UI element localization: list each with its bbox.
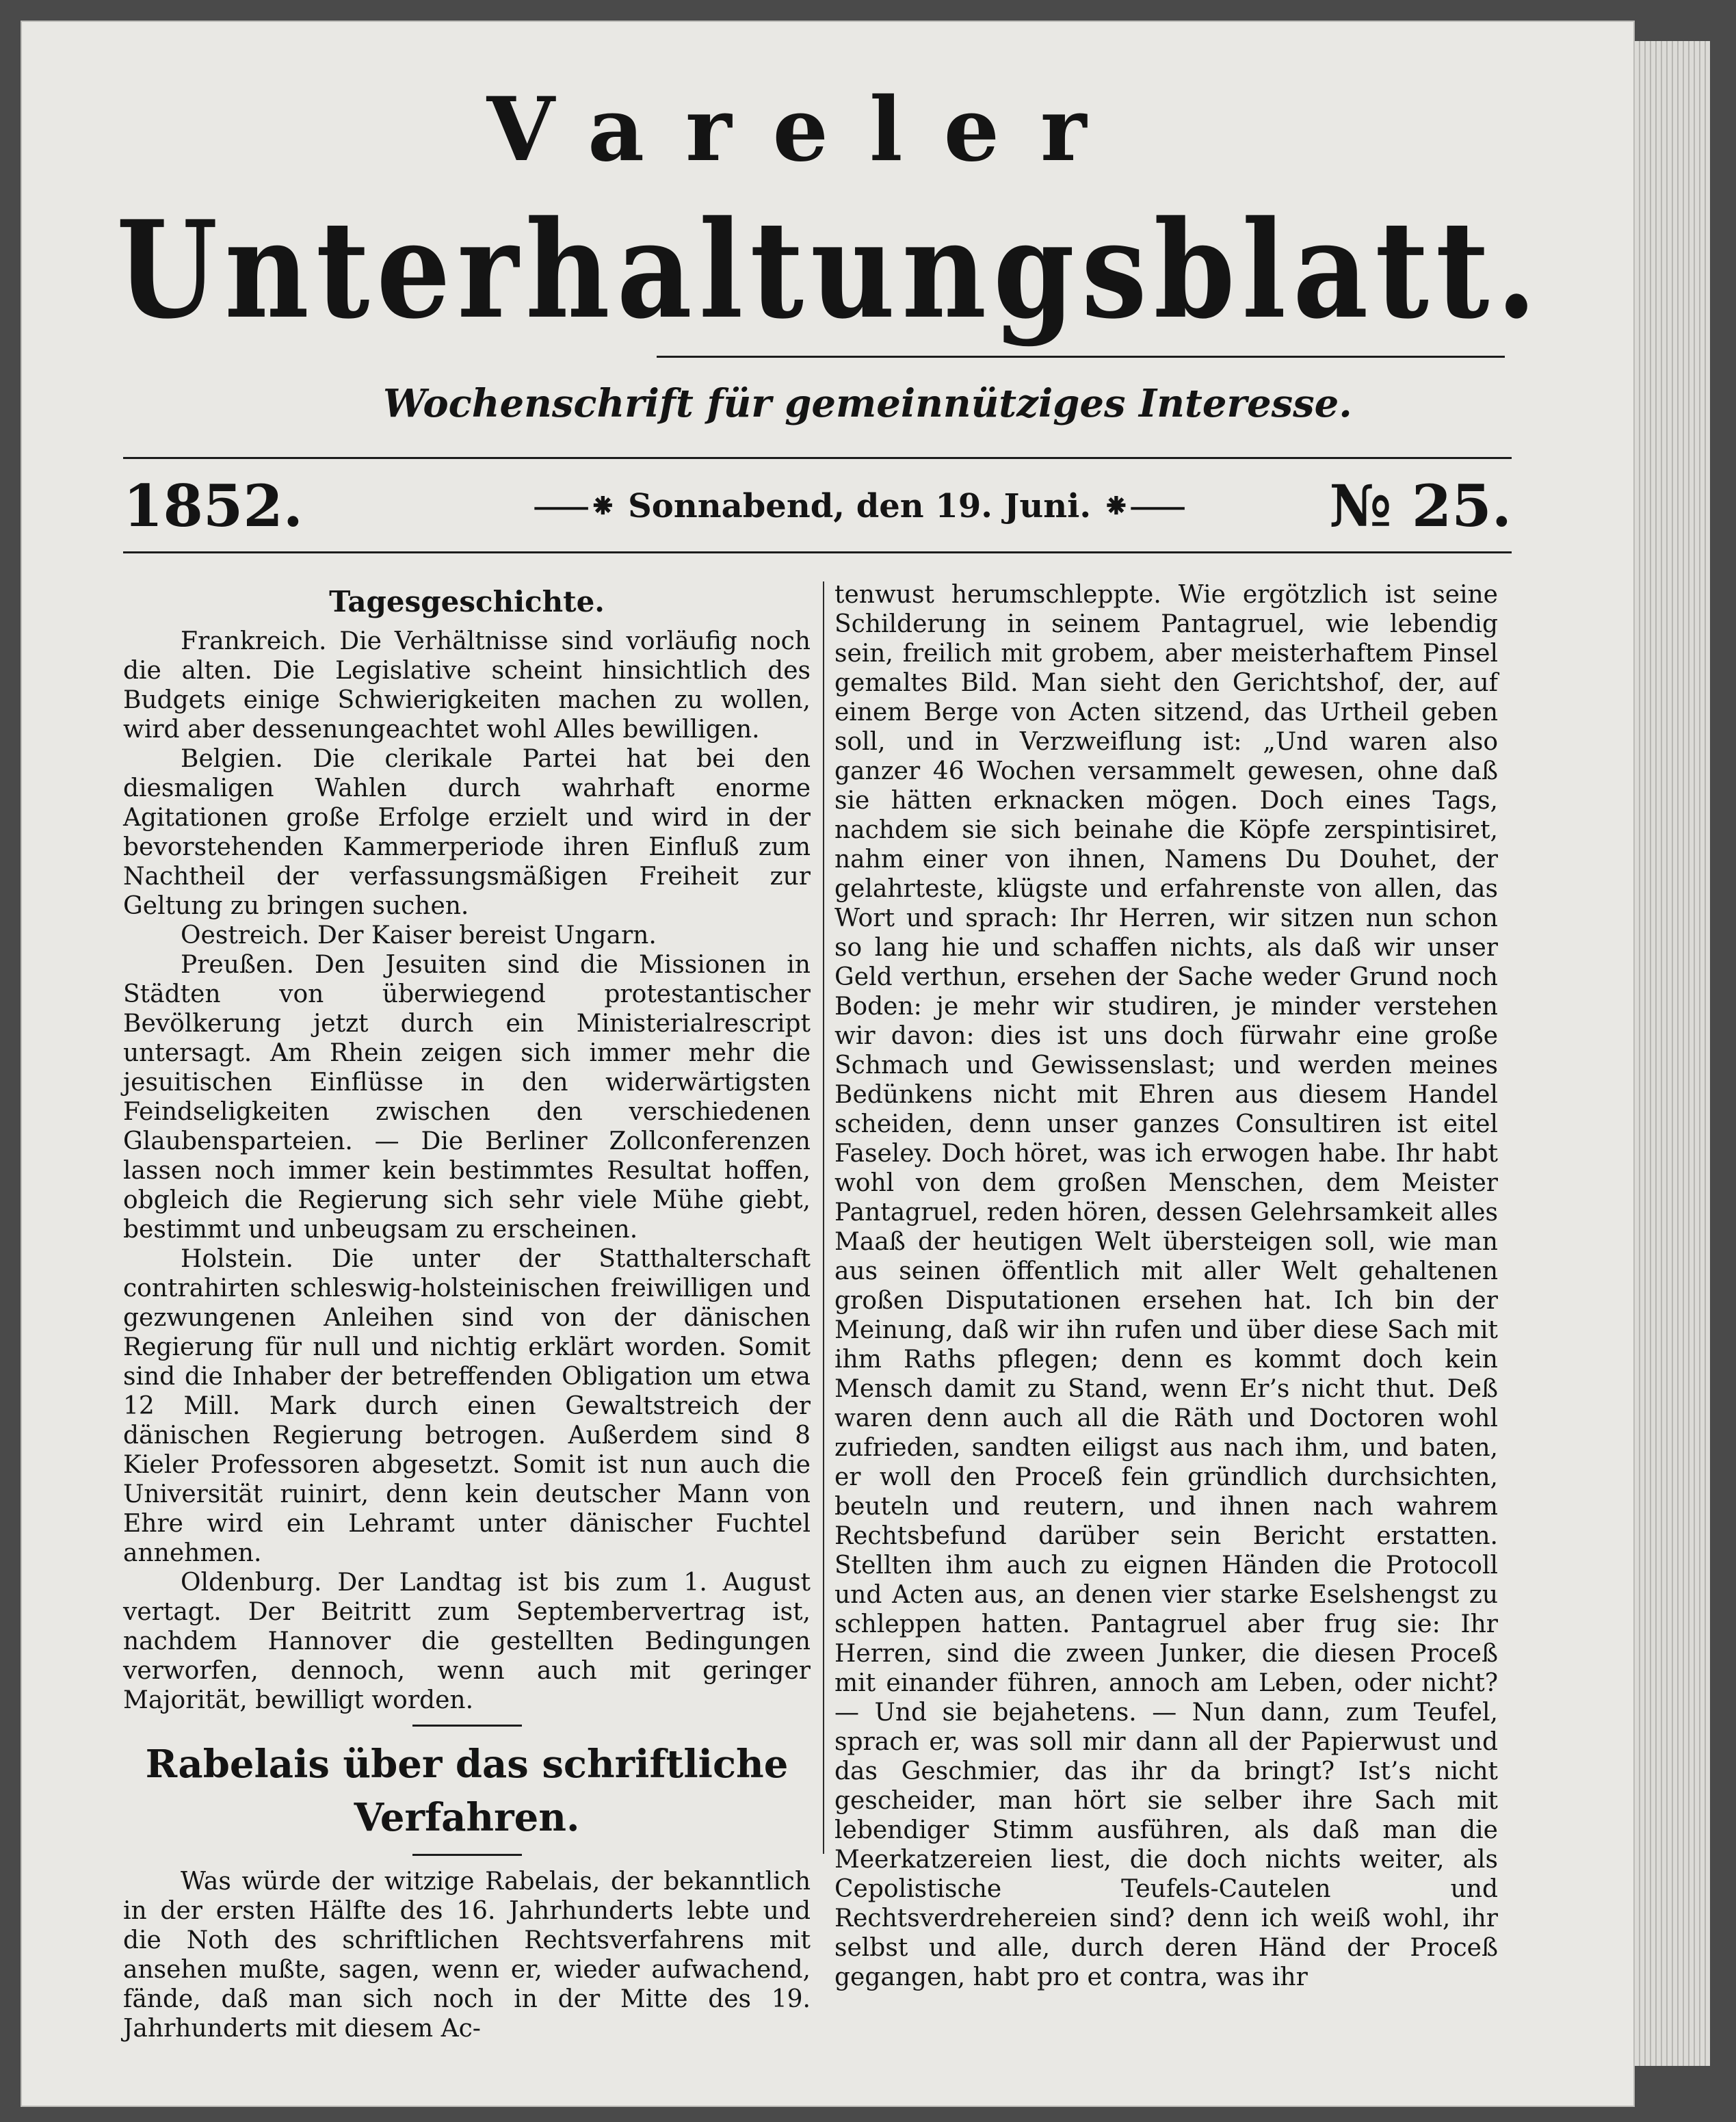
masthead-subtitle: Wochenschrift für gemeinnütziges Interesse. [383,381,1352,426]
left-column [123,581,811,2043]
masthead-top: Vareler [486,79,1128,181]
dateline-top-rule [123,457,1512,459]
masthead-title: Unterhaltungsblatt. [116,192,1544,349]
article-continuation: tenwust herumschleppte. Wie ergötzlich ist seine Schilderung in seinem Pantagruel, wie lebendig sein, freilich mit grobem, aber meisterhaftem Pinsel gemaltes Bild. Man sieht den Gerichtshof, der, auf einem Berge von Acten sitzend, das Urtheil geben soll, und in Verzweiflung ist: „Und waren also ganzer 46 Wochen versammelt gewesen, ohne daß sie hätten erknacken mögen. Doch eines Tags, nachdem sie sich beinahe die Köpfe zerspintisiret, nahm einer von ihnen, Namens Du Douhet, der gelahrteste, klügste und erfahrenste von allen, das Wort und sprach: Ihr Herren, wir sitzen nun schon so lang hie und schaffen nichts, als daß wir unser Geld verthun, ersehen der Sache weder Grund noch Boden: je mehr wir studiren, je minder verstehen wir davon: dies ist uns doch fürwahr eine große Schmach und Gewissenslast; und werden meines Bedünkens nicht mit Ehren aus diesem Handel scheiden, denn unser ganzes Consultiren ist eitel Faseley. Doch höret, was ich erwogen habe. Ihr habt wohl von dem großen Menschen, dem Meister Pantagruel, reden hören, dessen Gelehrsamkeit alles Maaß der heutigen Welt übersteigen soll, wie man aus seinen öffentlich mit aller Welt gehaltenen großen Disputationen ersehen hat. Ich bin der Meinung, daß wir ihn rufen und über diese Sach mit ihm Raths pflegen; denn es kommt doch kein Mensch damit zu Stand, wenn Er’s nicht thut. Deß waren denn auch all die Räth und Doctoren wohl zufrieden, sandten eiligst aus nach ihm, und baten, er woll den Proceß fein gründlich durchsichten, beuteln und reutern, und ihnen nach wahrem Rechtsbefund darüber sein Bericht erstatten. Stellten ihm auch zu eignen Händen die Protocoll und Acten aus, an denen vier starke Eselshengst zu schleppen hatten. Pantagruel aber frug sie: Ihr Herren, sind die zween Junker, die diesen Proceß mit einander führen, annoch am Leben, oder nicht? — Und sie bejahetens. — Nun dann, zum Teufel, sprach er, was soll mir dann all der Papierwust und das Geschmier, das ihr da bringt? Ist’s nicht gescheider, man hört sie selber ihre Sach mit lebendiger Stimm ausführen, als daß man die Meerkatzereien liest, die doch nichts weiter, als Cepolistische Teufels-Cautelen und Rechtsverdrehereien sind? denn ich weiß wohl, ihr selbst und alle, durch deren Händ der Proceß gegangen, habt pro et contra, was ihr [834,581,1498,1991]
news-paragraph: Holstein. Die unter der Statthalterschaft contrahirten schleswig-holsteinischen freiwilligen und gezwungenen Anleihen sind von der dänischen Regierung für null und nichtig erklärt worden. Somit sind die Inhaber der betreffenden Obligation um etwa 12 Mill. Mark durch einen Gewaltstreich der dänischen Regierung betrogen. Außerdem sind 8 Kieler Professoren abgesetzt. Somit ist nun auch die Universität ruinirt, denn kein deutscher Mann von Ehre wird ein Lehramt unter dänischer Fuchtel annehmen. [123,1245,811,1567]
news-paragraph: Oestreich. Der Kaiser bereist Ungarn. [181,921,657,949]
dateline-bottom-rule [123,551,1512,553]
news-paragraph: Belgien. Die clerikale Partei hat bei den diesmaligen Wahlen durch wahrhaft enorme Agitationen große Erfolge erzielt und wird in der bevorstehenden Kammerperiode ihren Einfluß zum Nachtheil der verfassungsmäßigen Freiheit zur Geltung zu bringen suchen. [123,745,811,920]
issue-number: № 25. [1329,472,1512,540]
section-divider [412,1854,522,1856]
news-paragraph: Frankreich. Die Verhältnisse sind vorläufig noch die alten. Die Legislative scheint hinsichtlich des Budgets einige Schwierigkeiten machen zu wollen, wird aber dessenungeachtet wohl Alles bewilligen. [123,627,811,744]
page-edges [1635,41,1710,2066]
dateline [123,469,1512,544]
issue-year: 1852. [123,472,304,540]
news-paragraph: Oldenburg. Der Landtag ist bis zum 1. August vertagt. Der Beitritt zum Septembervertrag ist, nachdem Hannover die gestellten Bedingungen verworfen, dennoch, wenn auch mit geringer Majorität, bewilligt worden. [123,1569,811,1714]
section-divider [412,1725,522,1727]
article-paragraph: Was würde der witzige Rabelais, der bekanntlich in der ersten Hälfte des 16. Jahrhunderts lebte und die Noth des schriftlichen Rechtsverfahrens mit ansehen mußte, sagen, wenn er, wieder aufwachend, fände, daß man sich noch in der Mitte des 19. Jahrhunderts mit diesem Ac- [123,1868,811,2043]
issue-date: ⸺⁕ Sonnabend, den 19. Juni. ⁕⸺ [534,487,1186,525]
news-paragraph: Preußen. Den Jesuiten sind die Missionen in Städten von überwiegend protestantischer Bevölkerung jetzt durch ein Ministerialrescript untersagt. Am Rhein zeigen sich immer mehr die jesuitischen Einflüsse in den widerwärtigsten Feindseligkeiten zwischen den verschiedenen Glaubensparteien. — Die Berliner Zollconferenzen lassen noch immer kein bestimmtes Resultat hoffen, obgleich die Regierung sich sehr viele Mühe giebt, bestimmt und unbeugsam zu erscheinen. [123,951,811,1244]
column-separator [823,581,824,1854]
right-column [834,580,1498,1992]
section-heading-tagesgeschichte: Tagesgeschichte. [329,585,605,618]
masthead-rule [657,356,1505,358]
section-heading-rabelais: Rabelais über das schriftliche Verfahren. [145,1742,789,1840]
